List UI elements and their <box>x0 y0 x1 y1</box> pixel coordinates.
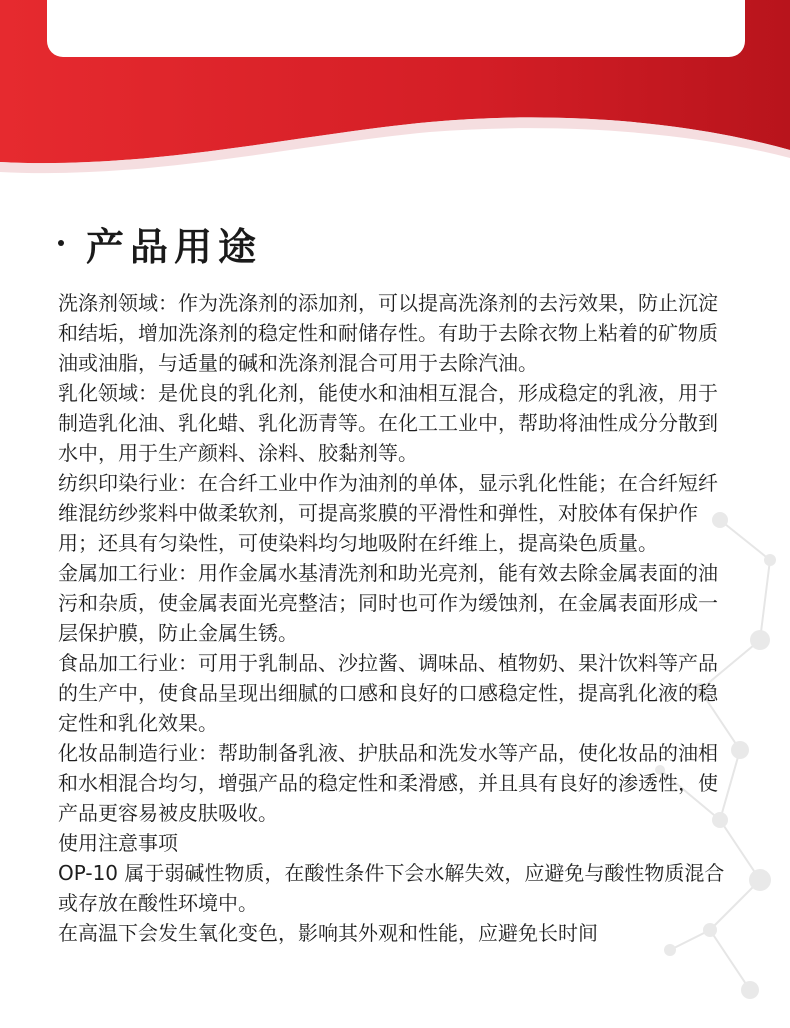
bullet-dot <box>58 240 64 246</box>
paragraph-precaution-heat: 在高温下会发生氧化变色，影响其外观和性能，应避免长时间 <box>58 921 598 945</box>
image-card <box>47 0 745 57</box>
paragraph-textile: 纺织印染行业：在合纤工业中作为油剂的单体，显示乳化性能；在合纤短纤维混纺纱浆料中做柔软剂，可提高浆膜的平滑性和弹性，对胶体有保护作用；还具有匀染性，可使染料均匀地吸附在纤维上，提高染色质量。 <box>58 471 718 555</box>
paragraph-metalworking: 金属加工行业：用作金属水基清洗剂和助光亮剂，能有效去除金属表面的油污和杂质，使金属表面光亮整洁；同时也可作为缓蚀剂，在金属表面形成一层保护膜，防止金属生锈。 <box>58 561 718 645</box>
paragraph-food: 食品加工行业：可用于乳制品、沙拉酱、调味品、植物奶、果汁饮料等产品的生产中，使食品呈现出细腻的口感和良好的口感稳定性，提高乳化液的稳定性和乳化效果。 <box>58 651 718 735</box>
paragraph-precaution-acid: OP-10 属于弱碱性物质，在酸性条件下会水解失效，应避免与酸性物质混合或存放在酸性环境中。 <box>58 861 725 915</box>
section-title-text: 产品用途 <box>86 224 263 269</box>
usage-content <box>58 288 730 948</box>
paragraph-cosmetics: 化妆品制造行业：帮助制备乳液、护肤品和洗发水等产品，使化妆品的油相和水相混合均匀，增强产品的稳定性和柔滑感，并且具有良好的渗透性，使产品更容易被皮肤吸收。 <box>58 741 718 825</box>
section-heading <box>58 215 262 271</box>
paragraph-detergent: 洗涤剂领域：作为洗涤剂的添加剂，可以提高洗涤剂的去污效果，防止沉淀和结垢，增加洗涤剂的稳定性和耐储存性。有助于去除衣物上粘着的矿物质油或油脂，与适量的碱和洗涤剂混合可用于去除汽油。 <box>58 291 718 375</box>
paragraph-precautions-heading: 使用注意事项 <box>58 831 178 855</box>
paragraph-emulsification: 乳化领域：是优良的乳化剂，能使水和油相互混合，形成稳定的乳液，用于制造乳化油、乳化蜡、乳化沥青等。在化工工业中，帮助将油性成分分散到水中，用于生产颜料、涂料、胶黏剂等。 <box>58 381 718 465</box>
